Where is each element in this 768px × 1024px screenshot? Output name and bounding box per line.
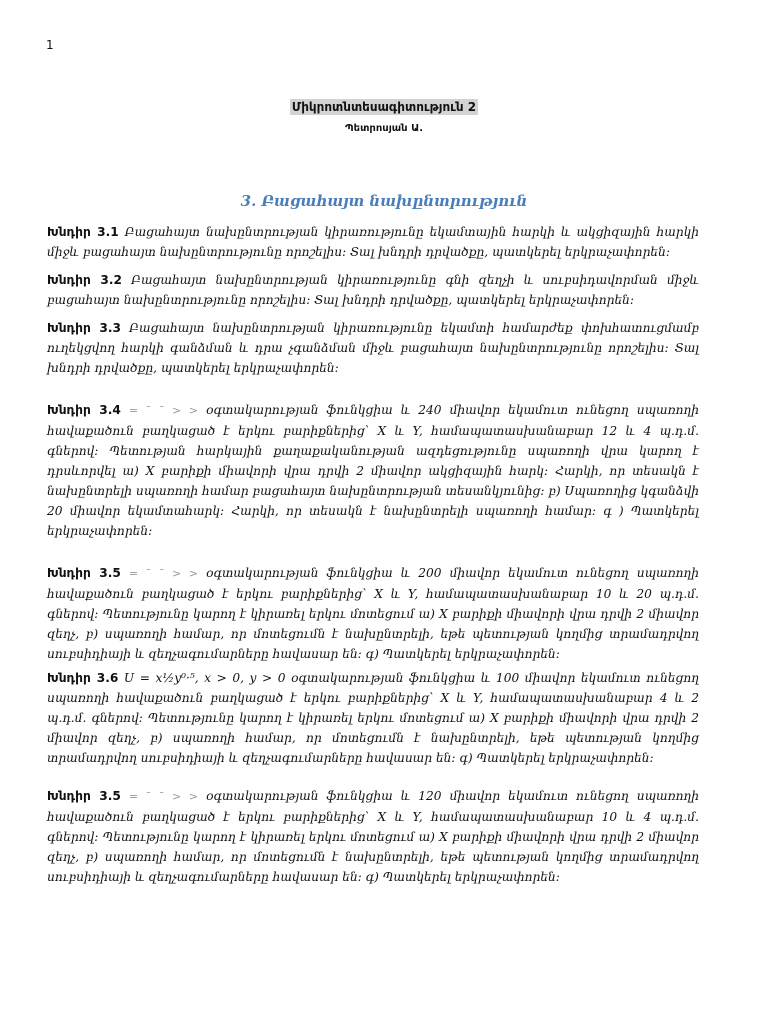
problem-label: Խնդիր 3.6 <box>47 671 119 685</box>
problem-text: Բացահայտ նախընտրության կիրառությունը եկամտային հարկի և ակցիզային հարկի միջև բացահայտ նախընտրությունը որոշելիս: Տալ խնդրի դրվածքը, պատկերել երկրաչափորեն: <box>47 225 699 259</box>
utility-formula: = ˉ ˉ > > <box>128 404 199 417</box>
problem-text: օգտակարության ֆունկցիա և 240 միավոր եկամուտ ունեցող սպառողի հավաքածուն բաղկացած է երկու բարիքներից՝ X և Y, համապատասխանաբար 12 և 4 պ.դ.մ. գներով: Պետության հարկային քաղաքականության ազդեցությունը սպառողի վրա կարող է դրսևորվել ա) X բարիքի միավորի վրա դրվի 2 միավոր ակցիզային հարկ: Հարկի, որ տեսակն է նախընտրելի սպառողի համար բացահայտ նախընտրության տեսանկյունից: բ) Սպառողից կգանձվի 20 միավոր եկամտահարկ: Հարկի, որ տեսակն է նախընտրելի սպառողի համար: գ ) Պատկերել երկրաչափորեն: <box>47 403 700 538</box>
document-title: Միկրոտնտեսագիտություն 2 <box>291 100 477 114</box>
problem-text: օգտակարության ֆունկցիա և 100 միավոր եկամուտ ունեցող սպառողի հավաքածուն բաղկացած է երկու բարիքներից՝ X և Y, համապատասխանաբար 4 և 2 պ.դ.մ. գներով: Պետությունը կարող է կիրառել երկու մոտեցում ա) X բարիքի միավորի վրա դրվի 2 միավոր զեղչ, բ) սպառողի համար, որ մոտեցումն է նախընտրելի, եթե պետության կողմից տրամադրվող սուբսիդիայի և զեղչագումարները հավասար են: գ) Պատկերել երկրաչափորեն: <box>47 671 699 765</box>
section-heading: 3. Բացահայտ նախընտրություն <box>240 192 528 210</box>
problem-text: Բացահայտ նախընտրության կիրառությունը գնի զեղչի և սուբսիդավորման միջև բացահայտ նախընտրությունը որոշելիս: Տալ խնդրի դրվածքը, պատկերել երկրաչափորեն: <box>47 273 699 307</box>
problem-label: Խնդիր 3.5 <box>47 566 121 580</box>
problem-label: Խնդիր 3.5 <box>47 789 121 803</box>
utility-formula: = ˉ ˉ > > <box>128 790 199 803</box>
problem-3-3 <box>47 318 699 378</box>
problem-3-2 <box>47 270 699 310</box>
utility-formula: = ˉ ˉ > > <box>128 567 199 580</box>
problem-label: Խնդիր 3.4 <box>47 403 121 417</box>
problem-3-5-repeat <box>47 786 699 887</box>
problem-label: Խնդիր 3.3 <box>47 321 121 335</box>
problem-text: Բացահայտ նախընտրության կիրառությունը եկամտի համարժեք փոխհատուցմամբ ուղեկցվող հարկի գանձման և դրա չգանձման միջև բացահայտ նախընտրությունը որոշելիս: Տալ խնդրի դրվածքը, պատկերել երկրաչափորեն: <box>47 321 699 375</box>
problem-list <box>47 222 699 887</box>
page-number: 1 <box>46 38 54 52</box>
problem-3-5 <box>47 563 699 664</box>
problem-3-4 <box>47 400 699 541</box>
problem-label: Խնդիր 3.2 <box>47 273 122 287</box>
problem-3-1 <box>47 222 699 262</box>
problem-label: Խնդիր 3.1 <box>47 225 119 239</box>
problem-3-6 <box>47 668 699 768</box>
document-author: Պետրոսյան Ա. <box>344 123 424 134</box>
document-title-block <box>0 96 768 115</box>
problem-text: օգտակարության ֆունկցիա և 120 միավոր եկամուտ ունեցող սպառողի հավաքածուն բաղկացած է երկու բարիքներից՝ X և Y, համապատասխանաբար 10 և 4 պ.դ.մ. գներով: Պետությունը կարող է կիրառել երկու մոտեցում ա) X բարիքի միավորի վրա դրվի 2 միավոր զեղչ, բ) սպառողի համար, որ մոտեցումն է նախընտրելի, եթե պետության կողմից տրամադրվող սուբսիդիայի և զեղչագումարները հավասար են: գ) Պատկերել երկրաչափորեն: <box>47 789 700 884</box>
problem-text: օգտակարության ֆունկցիա և 200 միավոր եկամուտ ունեցող սպառողի հավաքածուն բաղկացած է երկու բարիքներից՝ X և Y, համապատասխանաբար 10 և 20 պ.դ.մ. գներով: Պետությունը կարող է կիրառել երկու մոտեցում ա) X բարիքի միավորի վրա դրվի 2 միավոր զեղչ, բ) սպառողի համար, որ մոտեցումն է նախընտրելի, եթե պետության կողմից տրամադրվող սուբսիդիայի և զեղչագումարները հավասար են: գ) Պատկերել երկրաչափորեն: <box>47 566 700 661</box>
utility-formula: U = x½y⁰·⁵, x > 0, y > 0 <box>123 671 286 685</box>
